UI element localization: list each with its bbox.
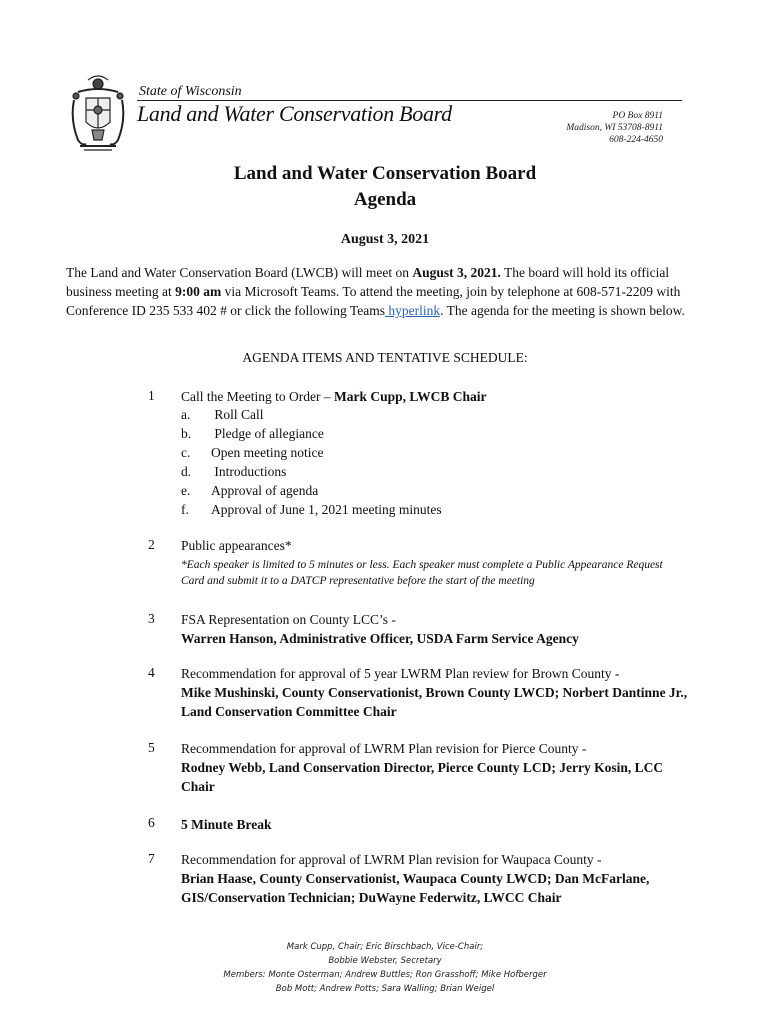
item-text: Recommendation for approval of LWRM Plan revision for Waupaca County - bbox=[181, 852, 602, 867]
item-number: 4 bbox=[148, 665, 155, 680]
item-number: 3 bbox=[148, 611, 155, 626]
footer-line: Mark Cupp, Chair; Eric Birschbach, Vice-Chair; bbox=[286, 942, 484, 952]
item-presenter: Brian Haase, County Conservationist, Waupaca County LWCD; Dan McFarlane, GIS/Conservation Technician; DuWayne Federwitz, LWCC Chair bbox=[181, 871, 650, 905]
footer-line: Members: Monte Osterman; Andrew Buttles; Ron Grasshoff; Mike Hofberger bbox=[223, 970, 547, 980]
agenda-heading: AGENDA ITEMS AND TENTATIVE SCHEDULE: bbox=[242, 350, 528, 365]
item-text: Recommendation for approval of 5 year LWRM Plan review for Brown County - bbox=[181, 666, 620, 681]
document-subtitle: Agenda bbox=[353, 189, 417, 210]
item-presenter: Mark Cupp, LWCB Chair bbox=[333, 389, 487, 404]
agenda-item-7 bbox=[181, 850, 691, 907]
item-presenter: Mike Mushinski, County Conservationist, Brown County LWCD; Norbert Dantinne Jr., Land Conservation Committee Chair bbox=[181, 685, 688, 719]
subitem-letter: f. bbox=[181, 502, 189, 517]
intro-bold-time: 9:00 am bbox=[175, 284, 222, 299]
address-line: Madison, WI 53708-8911 bbox=[566, 123, 663, 133]
item-text: FSA Representation on County LCC’s - bbox=[181, 612, 396, 627]
agenda-item-3 bbox=[181, 610, 691, 648]
subitem-text: Approval of agenda bbox=[211, 483, 319, 498]
agenda-item-2: Public appearances* bbox=[181, 538, 292, 553]
item-number: 7 bbox=[148, 851, 155, 866]
subitem-letter: b. bbox=[181, 426, 192, 441]
subitem-text: Pledge of allegiance bbox=[211, 426, 324, 441]
subitem bbox=[181, 500, 442, 519]
subitem-text: Roll Call bbox=[211, 407, 264, 422]
item-text: Call the Meeting to Order – bbox=[181, 389, 334, 404]
agenda-item-1 bbox=[181, 387, 691, 406]
subitem bbox=[181, 405, 264, 424]
item-presenter: Rodney Webb, Land Conservation Director, Pierce County LCD; Jerry Kosin, LCC Chair bbox=[181, 760, 664, 794]
subitem bbox=[181, 424, 324, 443]
subitem-text: Introductions bbox=[211, 464, 287, 479]
teams-hyperlink[interactable]: hyperlink bbox=[384, 303, 441, 318]
subitem-letter: d. bbox=[181, 464, 192, 479]
agenda-item-6 bbox=[181, 815, 691, 834]
address-line: 608-224-4650 bbox=[609, 135, 663, 145]
board-members-footer bbox=[0, 940, 770, 996]
intro-text: . The agenda for the meeting is shown below. bbox=[440, 303, 685, 318]
subitem-letter: c. bbox=[181, 445, 191, 460]
item-number: 2 bbox=[148, 537, 155, 552]
meeting-date: August 3, 2021 bbox=[340, 232, 430, 247]
footer-line: Bobbie Webster, Secretary bbox=[328, 956, 442, 966]
item-number: 1 bbox=[148, 388, 155, 403]
item-text: Recommendation for approval of LWRM Plan revision for Pierce County - bbox=[181, 741, 587, 756]
item-presenter: 5 Minute Break bbox=[181, 817, 272, 832]
subitem bbox=[181, 481, 318, 500]
intro-bold-date: August 3, 2021. bbox=[412, 265, 501, 280]
subitem bbox=[181, 462, 286, 481]
document-title: Land and Water Conservation Board bbox=[233, 163, 537, 184]
footer-line: Bob Mott; Andrew Potts; Sara Walling; Brian Weigel bbox=[275, 984, 495, 994]
item-number: 6 bbox=[148, 815, 155, 830]
address-block bbox=[566, 110, 663, 146]
subitem-text: Open meeting notice bbox=[211, 445, 324, 460]
agenda-item-5 bbox=[181, 739, 691, 796]
wisconsin-state-seal-icon bbox=[66, 70, 130, 158]
intro-text: The board will hold its official business meeting at bbox=[66, 265, 670, 299]
subitem bbox=[181, 443, 323, 462]
address-line: PO Box 8911 bbox=[612, 111, 663, 121]
agenda-item-4 bbox=[181, 664, 691, 721]
intro-text: via Microsoft Teams. To attend the meeting, join by telephone at 608-571-2209 with Conference ID 235 533 402 # or click the following Teams bbox=[66, 284, 681, 318]
state-label: State of Wisconsin bbox=[139, 84, 242, 99]
item-presenter: Warren Hanson, Administrative Officer, USDA Farm Service Agency bbox=[181, 631, 579, 646]
intro-paragraph bbox=[66, 263, 706, 320]
subitem-text: Approval of June 1, 2021 meeting minutes bbox=[211, 502, 442, 517]
intro-text: The Land and Water Conservation Board (LWCB) will meet on bbox=[66, 265, 413, 280]
board-name-heading: Land and Water Conservation Board bbox=[137, 101, 452, 126]
subitem-letter: e. bbox=[181, 483, 191, 498]
subitem-letter: a. bbox=[181, 407, 191, 422]
speaker-note: *Each speaker is limited to 5 minutes or less. Each speaker must complete a Public Appearance Request Card and submit it to a DATCP representative before the start of the meeting bbox=[181, 559, 663, 587]
item-number: 5 bbox=[148, 740, 155, 755]
